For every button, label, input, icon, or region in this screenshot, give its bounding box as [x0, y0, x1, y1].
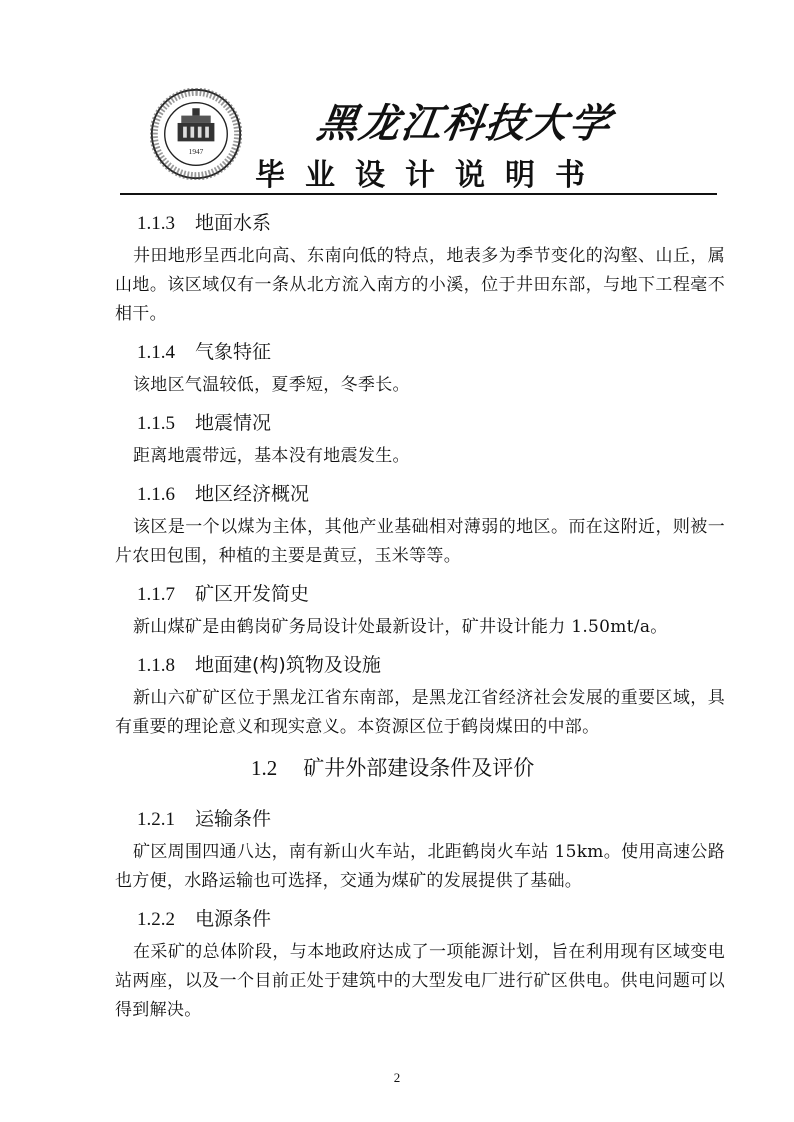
body-paragraph: 矿区周围四通八达，南有新山火车站，北距鹤岗火车站 15km。使用高速公路也方便，水路运输也可选择，交通为煤矿的发展提供了基础。: [115, 842, 725, 891]
chapter-heading: 1.2 矿井外部建设条件及评价: [251, 756, 535, 780]
section-heading: 1.1.4 气象特征: [137, 341, 272, 363]
section-heading: 1.1.7 矿区开发简史: [137, 583, 310, 605]
seal-year: 1947: [188, 147, 204, 157]
body-paragraph: 井田地形呈西北向高、东南向低的特点，地表多为季节变化的沟壑、山丘，属山地。该区域仅有一条从北方流入南方的小溪，位于井田东部，与地下工程毫不相干。: [115, 246, 725, 324]
header-rule: [120, 193, 717, 195]
body-paragraph: 新山煤矿是由鹤岗矿务局设计处最新设计，矿井设计能力 1.50mt/a。: [133, 617, 668, 637]
body-paragraph: 新山六矿矿区位于黑龙江省东南部，是黑龙江省经济社会发展的重要区域，具有重要的理论意义和现实意义。本资源区位于鹤岗煤田的中部。: [115, 688, 725, 737]
section-heading: 1.1.8 地面建(构)筑物及设施: [137, 654, 381, 676]
section-heading: 1.2.2 电源条件: [137, 908, 272, 930]
page-header: [0, 0, 794, 200]
document-title: 毕业设计说明书: [255, 158, 605, 193]
body-paragraph: 该区是一个以煤为主体，其他产业基础相对薄弱的地区。而在这附近，则被一片农田包围，种植的主要是黄豆，玉米等等。: [115, 517, 725, 566]
section-heading: 1.1.5 地震情况: [137, 412, 272, 434]
section-heading: 1.1.6 地区经济概况: [137, 483, 310, 505]
section-heading: 1.1.3 地面水系: [137, 212, 272, 234]
page-number: 2: [393, 1070, 401, 1085]
document-body: [115, 200, 725, 1027]
body-paragraph: 距离地震带远，基本没有地震发生。: [133, 446, 410, 466]
section-heading: 1.2.1 运输条件: [137, 808, 272, 830]
university-seal-icon: [150, 88, 242, 180]
body-paragraph: 该地区气温较低，夏季短，冬季长。: [133, 375, 410, 395]
school-name-calligraphy: 黑龙江科技大学: [314, 100, 615, 147]
body-paragraph: 在采矿的总体阶段，与本地政府达成了一项能源计划，旨在利用现有区域变电站两座，以及一个目前正处于建筑中的大型发电厂进行矿区供电。供电问题可以得到解决。: [115, 942, 725, 1020]
